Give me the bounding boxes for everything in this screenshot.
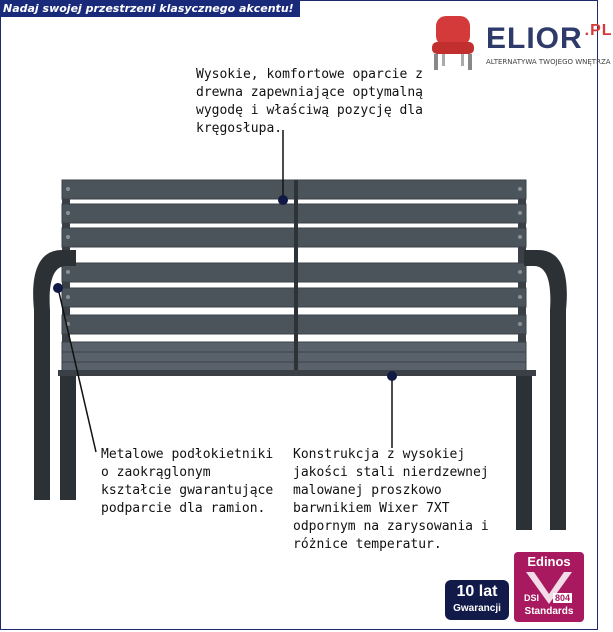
edinos-standards: Standards: [524, 606, 574, 617]
logo-tagline: ALTERNATYWA TWOJEGO WNĘTRZA: [486, 58, 611, 66]
edinos-badge: [514, 552, 584, 622]
chair-icon: [428, 14, 484, 74]
promo-banner: Nadaj swojej przestrzeni klasycznego akcentu!: [0, 0, 300, 17]
armrest-annotation: Metalowe podłokietniki o zaokrąglonym kształcie gwarantujące podparcie dla ramion.: [101, 447, 274, 516]
edinos-title: Edinos: [527, 554, 571, 569]
edinos-number: 804: [555, 593, 571, 603]
warranty-badge: [445, 580, 509, 620]
warranty-years: 10 lat: [456, 583, 498, 600]
elior-logo[interactable]: [428, 14, 613, 76]
warranty-label: Gwarancji: [453, 603, 501, 614]
backrest-annotation: Wysokie, komfortowe oparcie z drewna zapewniające optymalną wygodę i właściwą pozycję dla kręgosłupa.: [196, 67, 423, 136]
logo-wordmark: ELIOR $^{.PL}$: [486, 22, 613, 55]
frame-annotation: Konstrukcja z wysokiej jakości stali nierdzewnej malowanej proszkowo barwnikiem Wixer 7XT odpornym na zarysowania i różnice temperatur.: [293, 447, 489, 552]
edinos-dsi: DSI: [524, 593, 540, 603]
